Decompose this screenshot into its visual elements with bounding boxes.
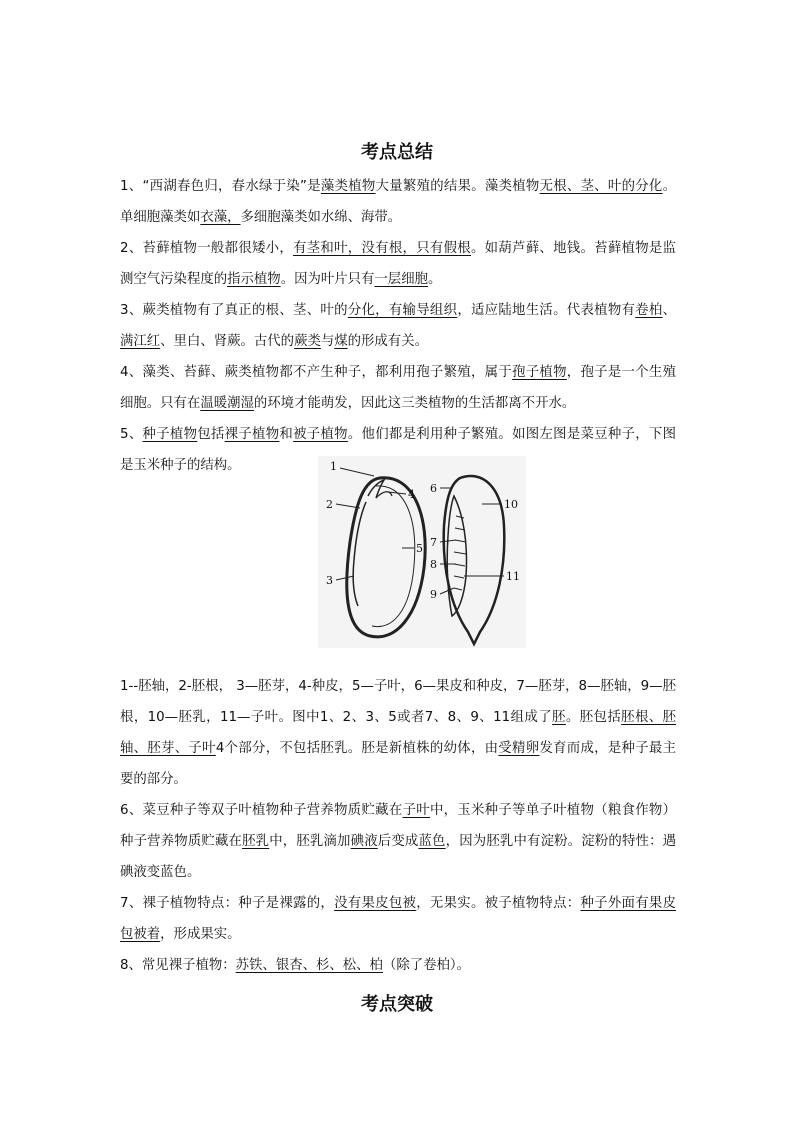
underlined-term: 胚 [552,710,566,725]
text: 的形成有关。 [347,334,428,349]
underlined-term: 有茎和叶，没有根，只有假根 [293,241,471,256]
text: 、里白、肾蕨。古代的 [160,334,295,349]
paragraph-6 [120,671,676,795]
underlined-term: 种子植物 [142,427,198,442]
seed-diagram [318,456,526,648]
text: 。因为叶片只有 [280,272,375,287]
paragraph-8 [120,888,676,950]
text: ，因为胚乳中有淀粉。淀粉的特性：遇碘液变蓝色。 [120,834,677,880]
paragraph-2 [120,233,676,295]
underlined-term: 无根、茎、叶的分化 [539,179,663,194]
label-2: 2 [326,498,333,511]
text: 与 [320,334,335,349]
underlined-term: 煤 [334,334,348,349]
text: （除了卷柏）。 [382,958,470,973]
underlined-term: 被子植物 [293,427,348,442]
underlined-term: 衣藻， [200,210,241,225]
text: 、 [662,303,677,318]
text: 。 [427,272,442,287]
text: 发育而成，是种子最主要的部分。 [120,741,677,787]
text: 。胚包括 [565,710,622,725]
text: ，适应陆地生活。代表植物有 [457,303,636,318]
underlined-term: 受精卵 [498,741,540,756]
paragraph-4 [120,357,676,419]
underlined-term: 胚乳 [242,834,270,849]
text: 。如葫芦藓、地钱。苔藓植物是监测空气污染程度的 [120,241,677,287]
text: 中，胚乳滴加 [269,834,351,849]
text: 中，玉米种子等单子叶植物（粮食作物）种子营养物质贮藏在 [120,803,677,849]
paragraph-9 [120,950,676,981]
underlined-term: 卷柏 [635,303,663,318]
label-5: 5 [416,542,423,555]
text: 1--胚轴，2-胚根， 3—胚芽，4-种皮，5—子叶，6—果皮和种皮，7—胚芽，8—胚轴，9—胚根，10—胚乳，11—子叶。图中1、2、3、5或者7、8、9、11组成了 [120,679,676,725]
text: 8、常见裸子植物： [120,958,236,973]
text: 2、苔藓植物一般都很矮小， [120,241,294,256]
label-11: 11 [506,570,520,583]
heading-summary: 考点总结 [361,142,433,163]
text: ，无果实。被子植物特点： [416,896,581,911]
text: 大量繁殖的结果。藻类植物 [375,179,540,194]
text: 5、 [120,427,143,442]
text: 的环境才能萌发，因此这三类植物的生活都离不开水。 [253,396,576,411]
text: 3、蕨类植物有了真正的根、茎、叶的 [120,303,348,318]
label-4: 4 [408,488,415,501]
text: 包括 [197,427,225,442]
underlined-term: 裸子植物 [224,427,280,442]
underlined-term: 胚根、胚轴、胚芽、子叶 [120,710,677,756]
text: 多细胞藻类如水绵、海带。 [240,210,402,225]
label-3: 3 [326,574,333,587]
underlined-term: 子叶 [402,803,430,818]
underlined-term: 苏铁、银杏、杉、松、柏 [235,958,383,973]
text: 4个部分，不包括胚乳。胚是新植株的幼体，由 [215,741,499,756]
text: 。单细胞藻类如 [120,179,676,225]
text: 7、裸子植物特点：种子是裸露的， [120,896,335,911]
label-1: 1 [330,460,337,473]
text: 1、“西湖春色归，春水绿于染”是 [120,179,321,194]
text: ，孢子是一个生殖细胞。只有在 [120,365,676,411]
label-7: 7 [430,536,437,549]
underlined-term: 没有果皮包被 [334,896,417,911]
underlined-term: 蕨类 [294,334,321,349]
underlined-term: 温暖潮湿 [200,396,254,411]
paragraph-1 [120,171,676,233]
text: ，形成果实。 [160,927,241,942]
paragraph-7 [120,795,676,888]
text: 和 [279,427,294,442]
underlined-term: 蓝色 [418,834,446,849]
underlined-term: 满江红 [120,334,161,349]
text: 6、菜豆种子等双子叶植物种子营养物质贮藏在 [120,803,403,818]
label-10: 10 [504,498,518,511]
underlined-term: 指示植物 [227,272,281,287]
label-6: 6 [430,482,437,495]
paragraph-3 [120,295,676,357]
underlined-term: 种子外面有果皮包被着 [120,896,677,942]
label-9: 9 [430,588,437,601]
underlined-term: 碘液 [350,834,378,849]
label-8: 8 [430,558,437,571]
underlined-term: 藻类植物 [320,179,376,194]
heading-breakthrough: 考点突破 [361,994,433,1015]
text: 后变成 [377,834,419,849]
underlined-term: 分化，有输导组织 [347,303,458,318]
underlined-term: 孢子植物 [512,365,567,380]
text: 。他们都是利用种子繁殖。如图左图是菜豆种子，下图是玉米种子的结构。 [120,427,677,473]
underlined-term: 一层细胞 [374,272,428,287]
seed-structure-figure [318,456,526,648]
text: 4、藻类、苔藓、蕨类植物都不产生种子，都利用孢子繁殖，属于 [120,365,513,380]
